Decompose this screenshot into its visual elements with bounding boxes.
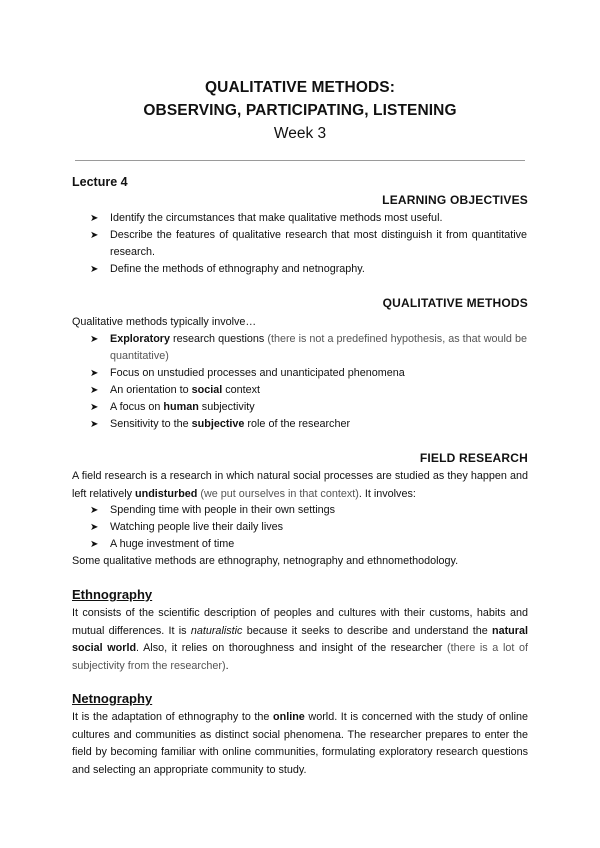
title-divider <box>75 160 525 161</box>
list-item: ➤ A huge investment of time <box>90 536 527 553</box>
netnography-paragraph: It is the adaptation of ethnography to the online world. It is concerned with the study of online cultures and communities as distinct social phenomena. The researcher prepares to enter the field by becoming familiar with online communities, formulating exploratory research questions and selecting an appropriate community to study. <box>72 711 528 776</box>
arrow-bullet-icon: ➤ <box>90 368 99 379</box>
ethnography-heading: Ethnography <box>72 587 153 602</box>
list-item: ➤ Identify the circumstances that make qualitative methods most useful. <box>90 210 527 227</box>
learning-objectives-list <box>90 210 527 278</box>
list-item: ➤ A focus on human subjectivity <box>90 399 527 416</box>
lecture-label: Lecture 4 <box>72 175 128 189</box>
arrow-bullet-icon: ➤ <box>90 385 99 396</box>
list-item: ➤ Describe the features of qualitative research that most distinguish it from quantitative research. <box>90 229 527 258</box>
arrow-bullet-icon: ➤ <box>90 213 99 224</box>
qualitative-methods-list <box>90 331 527 433</box>
field-research-heading: FIELD RESEARCH <box>419 451 528 465</box>
arrow-bullet-icon: ➤ <box>90 264 99 275</box>
list-item: ➤ Sensitivity to the subjective role of the researcher <box>90 416 527 433</box>
qualitative-methods-heading: QUALITATIVE METHODS <box>382 296 528 310</box>
title-block <box>0 76 600 146</box>
week-subtitle: Week 3 <box>273 125 327 142</box>
list-item: ➤ Exploratory research questions (there is not a predefined hypothesis, as that would be quantitative) <box>90 333 527 362</box>
list-item: ➤ An orientation to social context <box>90 382 527 399</box>
arrow-bullet-icon: ➤ <box>90 505 99 516</box>
title-line-1: QUALITATIVE METHODS: <box>205 79 395 96</box>
arrow-bullet-icon: ➤ <box>90 539 99 550</box>
learning-objectives-heading: LEARNING OBJECTIVES <box>382 193 528 207</box>
field-research-list <box>90 502 527 553</box>
netnography-heading: Netnography <box>72 691 153 706</box>
title-line-2: OBSERVING, PARTICIPATING, LISTENING <box>143 102 457 119</box>
list-item: ➤ Watching people live their daily lives <box>90 519 527 536</box>
arrow-bullet-icon: ➤ <box>90 334 99 345</box>
qualitative-methods-intro: Qualitative methods typically involve… <box>72 316 257 328</box>
field-research-outro: Some qualitative methods are ethnography, netnography and ethnomethodology. <box>72 555 459 567</box>
arrow-bullet-icon: ➤ <box>90 522 99 533</box>
list-item: ➤ Spending time with people in their own settings <box>90 502 527 519</box>
arrow-bullet-icon: ➤ <box>90 230 99 241</box>
arrow-bullet-icon: ➤ <box>90 419 99 430</box>
field-research-paragraph: A field research is a research in which natural social processes are studied as they happen and left relatively undisturbed (we put ourselves in that context). It involves: <box>72 470 528 500</box>
arrow-bullet-icon: ➤ <box>90 402 99 413</box>
list-item: ➤ Focus on unstudied processes and unanticipated phenomena <box>90 365 527 382</box>
list-item: ➤ Define the methods of ethnography and netnography. <box>90 261 527 278</box>
ethnography-paragraph: It consists of the scientific description of peoples and cultures with their customs, habits and mutual differences. It is naturalistic because it seeks to describe and understand the natural social world. Also, it relies on thoroughness and insight of the researcher (there is a lot of subjectivity from the researcher). <box>72 607 528 672</box>
